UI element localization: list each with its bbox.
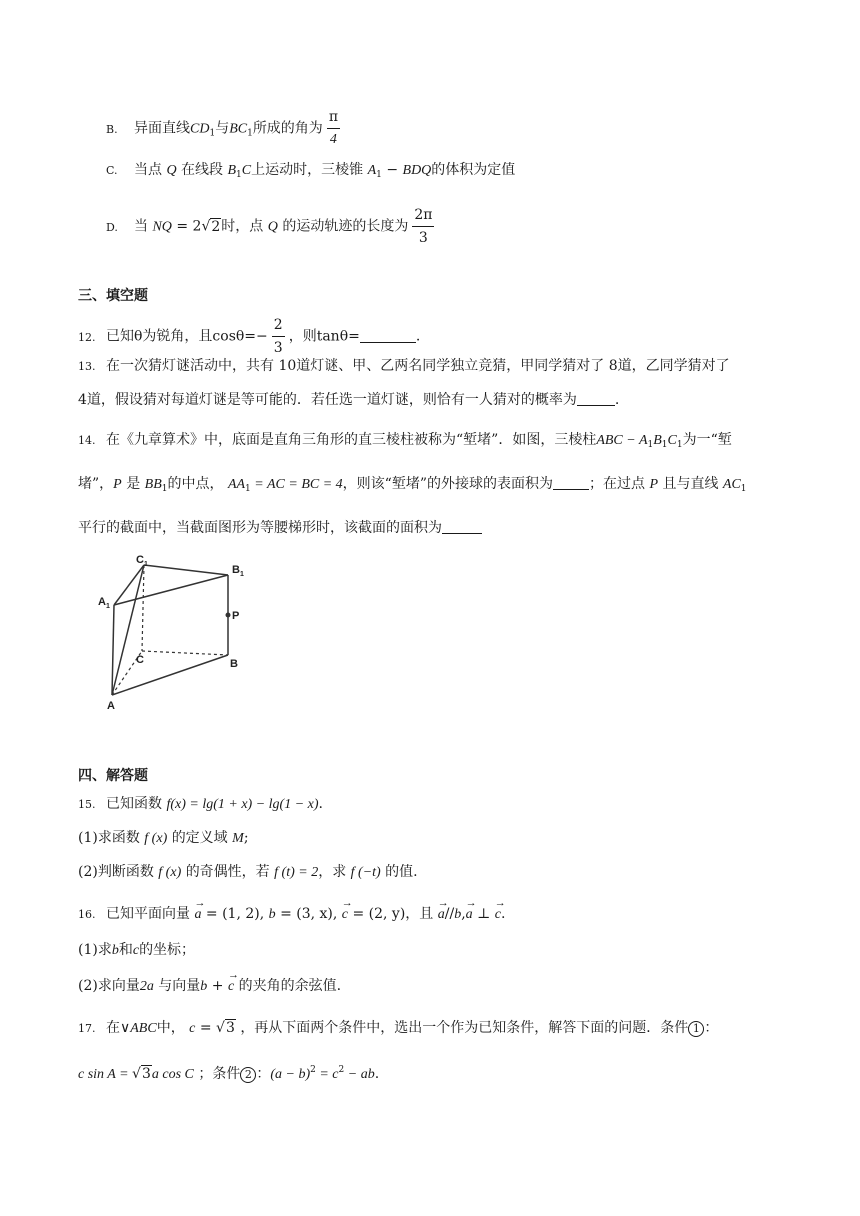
question-17: 17. 在∨ABC中， c = √3 ，再从下面两个条件中，选出一个作为已知条件，解答下面的问题．条件 1 ： <box>78 1020 719 1036</box>
question-16-part-2: (2)求向量2a 与向量b + → c 的夹角的余弦值. <box>78 976 341 997</box>
label-c1: $C_1$ <box>136 555 148 568</box>
fraction-pi-over-4: $\frac{\pi}{4}$ <box>327 106 340 151</box>
question-13-line-2: 4道，假设猜对每道灯谜是等可能的．若任选一道灯谜，则恰有一人猜对的概率为 . <box>78 392 620 408</box>
label-b: B <box>230 658 238 670</box>
answer-blank[interactable] <box>360 328 416 343</box>
question-12: 12. 已知θ为锐角，且cosθ=− $\frac{2}{3}$ ，则tanθ= . <box>78 314 420 359</box>
fraction-2pi-over-3: $\frac{2\pi}{3}$ <box>412 204 434 249</box>
label-a: A <box>107 700 115 712</box>
label-p: P <box>232 610 240 622</box>
question-14-line-1: 14. 在《九章算术》中，底面是直角三角形的直三棱柱被称为“堑堵”．如图，三棱柱ABC − $A_1B_1C_1$为一“堑 <box>78 432 732 450</box>
answer-blank[interactable] <box>577 391 615 406</box>
circled-number: 2 <box>240 1067 256 1083</box>
question-14-line-2: 堵”，P 是 $BB_1$的中点， $AA_1$ = AC = BC = 4，则该“堑堵”的外接球的表面积为 ；在过点 P 且与直线 $AC_1$ <box>78 476 747 494</box>
option-b: B. 异面直线$CD_1$与$BC_1$所成的角为 $\frac{\pi}{4}$ <box>106 106 344 151</box>
label-c: C <box>136 654 144 666</box>
answer-blank[interactable] <box>442 519 482 534</box>
sqrt-symbol: √ <box>201 218 211 235</box>
sqrt-symbol: √ <box>132 1066 141 1082</box>
option-d: D. 当 NQ = 2√2时，点 Q 的运动轨迹的长度为 $\frac{2\pi}{3}$ <box>106 204 438 249</box>
edge-a-b <box>112 655 228 695</box>
edge-a1-b1 <box>114 575 228 605</box>
question-17-line-2: c sin A = √3a cos C ；条件 2 ：$(a - b)^2 = c^2$ − ab. <box>78 1065 380 1082</box>
answer-blank[interactable] <box>553 475 589 490</box>
section-title-fill-in: 三、填空题 <box>78 288 148 304</box>
section-title-solutions: 四、解答题 <box>78 768 148 784</box>
label-a1: $A_1$ <box>98 596 110 610</box>
edge-c1-c <box>142 565 144 651</box>
question-15: 15. 已知函数 f(x) = lg(1 + x) − lg(1 − x). <box>78 796 323 812</box>
circled-number: 1 <box>688 1021 704 1037</box>
edge-a-c1 <box>112 565 144 695</box>
point-p <box>226 613 231 618</box>
label-b1: $B_1$ <box>232 564 244 578</box>
question-15-part-2: (2)判断函数 f (x) 的奇偶性，若 f (t) = 2，求 f (−t) 的值. <box>78 864 418 880</box>
edge-a1-a <box>112 605 114 695</box>
edge-c-b <box>142 651 228 655</box>
prism-figure <box>96 555 256 715</box>
question-14-line-3: 平行的截面中，当截面图形为等腰梯形时，该截面的面积为 <box>78 518 482 538</box>
fraction-2-over-3: $\frac{2}{3}$ <box>272 314 285 359</box>
option-c: C. 当点 Q 在线段 $B_1C$上运动时，三棱锥 $A_1$ − BDQ的体积为定值 <box>106 162 516 180</box>
edge-c1-b1 <box>144 565 228 575</box>
question-16-part-1: (1)求b和c的坐标； <box>78 942 196 958</box>
sqrt-symbol: √ <box>216 1020 225 1036</box>
question-13-line-1: 13. 在一次猜灯谜活动中，共有 10道灯谜、甲、乙两名同学独立竞猜，甲同学猜对了 8道，乙同学猜对了 <box>78 358 730 374</box>
question-15-part-1: (1)求函数 f (x) 的定义域 M; <box>78 830 249 846</box>
prism-edges <box>112 565 228 695</box>
question-16: 16. 已知平面向量 → a = (1, 2), b = (3, x), → c = (2, y)，且 → a//b,→ a ⊥ → c. <box>78 904 505 925</box>
